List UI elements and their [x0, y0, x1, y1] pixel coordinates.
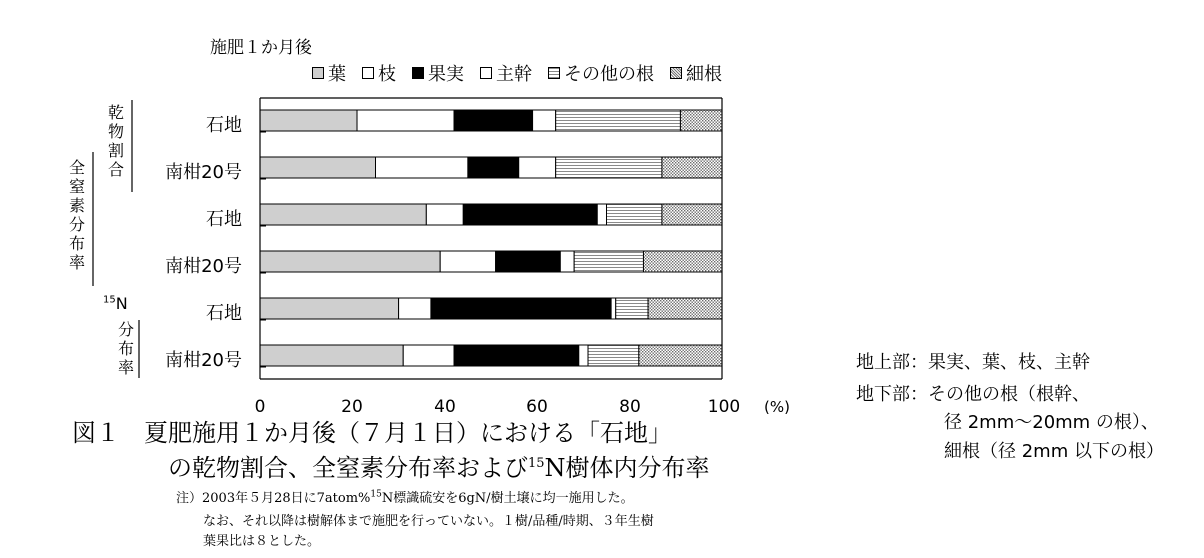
side-note-line-1: 地上部：果実、葉、枝、主幹: [856, 352, 1090, 373]
side-note-line-4: 細根（径 2mm 以下の根）: [944, 441, 1164, 462]
bar-segment-other-root-row-1: [556, 110, 681, 131]
side-note-line-3: 径 2mm～20mm の根）、: [944, 412, 1159, 433]
bar-segment-other-root-row-4: [574, 251, 643, 272]
x-tick-label-40: 40: [434, 397, 456, 417]
bar-segment-fine-root-row-5: [648, 298, 722, 319]
group-label-15n-n: N: [115, 294, 128, 313]
x-tick-label-20: 20: [341, 397, 363, 417]
bar-segment-leaf-row-5: [260, 298, 399, 319]
figure-caption-line-1: 図１ 夏肥施用１か月後（７月１日）における「石地」: [72, 419, 672, 447]
side-note-line-2: 地下部：その他の根（根幹、: [856, 384, 1090, 405]
bar-segment-fruit-row-3: [463, 204, 597, 225]
group-label-15n: 分布率: [117, 320, 134, 377]
x-tick-label-100: 100: [707, 397, 741, 417]
bar-segment-fine-root-row-4: [643, 251, 722, 272]
caption-text-a: の乾物割合、全窒素分布率および: [168, 454, 528, 482]
legend-label-fine-root: 細根: [686, 64, 722, 85]
bar-segment-other-root-row-3: [607, 204, 662, 225]
group-label-15n-head: [103, 294, 128, 313]
bar-segment-trunk-row-1: [533, 110, 556, 131]
bar-segment-leaf-row-2: [260, 157, 376, 178]
figure-caption-line-2: [168, 448, 710, 483]
bar-segment-fine-root-row-2: [662, 157, 722, 178]
bar-segment-fruit-row-6: [454, 345, 579, 366]
x-tick-label-0: 0: [254, 397, 266, 417]
caption-sup: 15: [528, 456, 545, 471]
bar-segment-leaf-row-1: [260, 110, 357, 131]
bar-segment-trunk-row-6: [579, 345, 588, 366]
note-line-3: 葉果比は８とした。: [203, 534, 321, 549]
bar-segment-fine-root-row-6: [639, 345, 722, 366]
category-label-row-3: 石地: [206, 209, 242, 230]
bar-segment-fruit-row-1: [454, 110, 533, 131]
bar-segment-other-root-row-2: [556, 157, 662, 178]
note-text-a: 注）2003年５月28日に7atom%: [176, 491, 371, 506]
chart-subtitle: 施肥１か月後: [210, 38, 312, 58]
bar-segment-leaf-row-4: [260, 251, 440, 272]
bar-segment-other-root-row-6: [588, 345, 639, 366]
bar-segment-branch-row-1: [357, 110, 454, 131]
bar-segment-trunk-row-2: [519, 157, 556, 178]
x-tick-label-80: 80: [619, 397, 641, 417]
group-label-15n-sup: 15: [103, 294, 116, 306]
bar-segment-fruit-row-2: [468, 157, 519, 178]
note-line-1: [176, 487, 634, 506]
category-label-row-6: 南柑20号: [165, 350, 242, 371]
legend-label-trunk: 主幹: [496, 64, 532, 85]
bar-segment-fine-root-row-3: [662, 204, 722, 225]
bar-segment-branch-row-6: [403, 345, 454, 366]
group-label-dry-matter: 乾物割合: [107, 103, 124, 179]
bar-segment-branch-row-3: [426, 204, 463, 225]
bar-segment-fruit-row-4: [496, 251, 561, 272]
legend-label-leaf: 葉: [328, 64, 346, 85]
category-label-row-4: 南柑20号: [165, 256, 242, 277]
note-sup: 15: [370, 489, 382, 500]
bar-segment-other-root-row-5: [616, 298, 648, 319]
note-line-2: なお、それ以降は樹解体まで施肥を行っていない。１樹/品種/時期、３年生樹: [203, 514, 654, 529]
category-label-row-1: 石地: [206, 115, 242, 136]
bar-segment-fruit-row-5: [431, 298, 611, 319]
bar-segment-leaf-row-3: [260, 204, 426, 225]
bar-segment-trunk-row-4: [560, 251, 574, 272]
caption-text-b: N樹体内分布率: [544, 454, 710, 482]
legend-label-other-root: その他の根: [564, 64, 654, 85]
category-label-row-2: 南柑20号: [165, 162, 242, 183]
bar-segment-fine-root-row-1: [680, 110, 722, 131]
bar-segment-branch-row-4: [440, 251, 495, 272]
bar-segment-trunk-row-5: [611, 298, 616, 319]
legend-label-fruit: 果実: [428, 64, 464, 85]
legend-label-branch: 枝: [378, 64, 396, 85]
bar-segment-branch-row-2: [376, 157, 468, 178]
bar-segment-leaf-row-6: [260, 345, 403, 366]
bar-segment-trunk-row-3: [597, 204, 606, 225]
x-axis-unit: (%): [764, 398, 790, 416]
bar-segment-branch-row-5: [399, 298, 431, 319]
note-text-b: N標識硫安を6gN/樹土壌に均一施用した。: [381, 491, 634, 506]
category-label-row-5: 石地: [206, 303, 242, 324]
group-label-total-nitrogen: 全窒素分布率: [68, 158, 85, 272]
x-tick-label-60: 60: [526, 397, 548, 417]
